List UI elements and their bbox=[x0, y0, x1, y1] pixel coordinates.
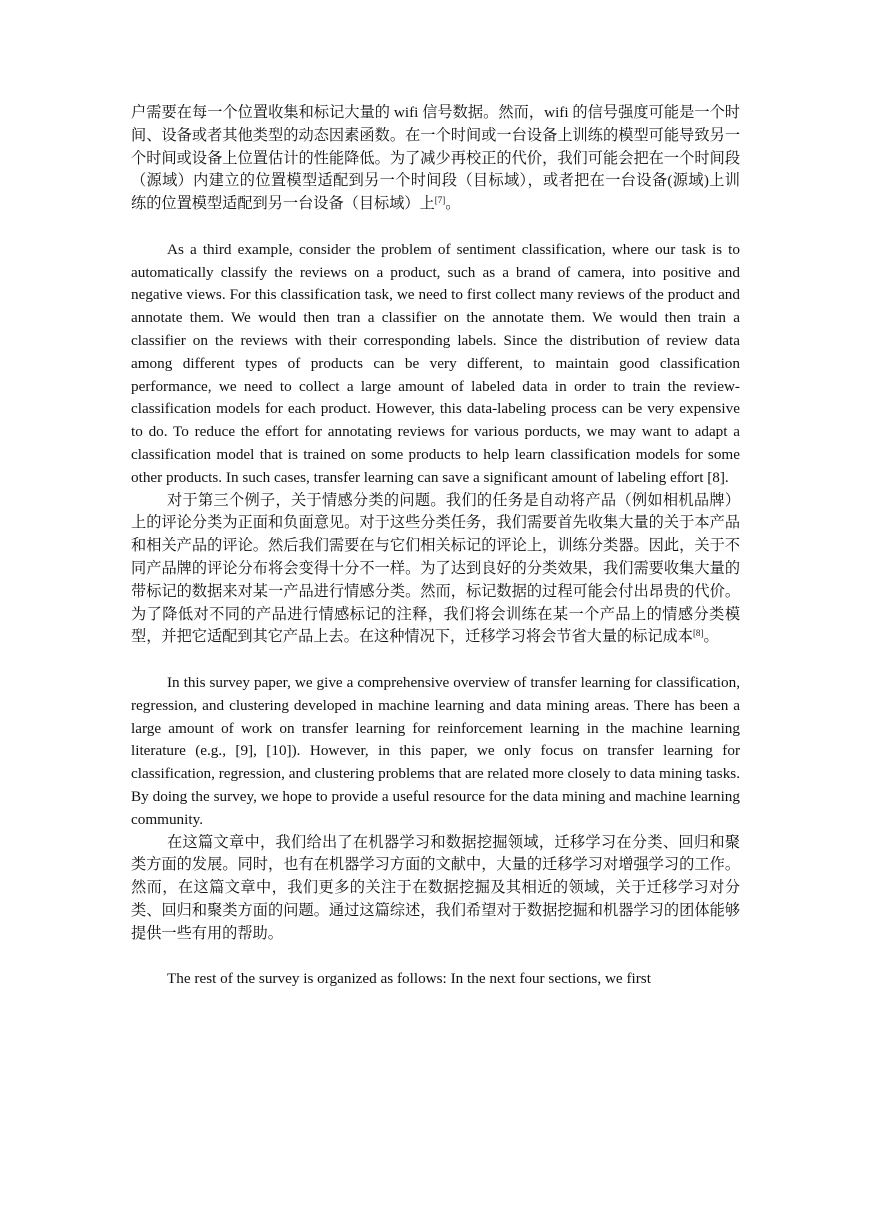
paragraph-survey-en: In this survey paper, we give a comprehensive overview of transfer learning for classification, regression, and clustering developed in machine learning and data mining areas. There has been a large amount of work on transfer learning for reinforcement learning in the machine learning literature (e.g., [9], [10]). However, in this paper, we only focus on transfer learning for classification, regression, and clustering problems that are related more closely to data mining tasks. By doing the survey, we hope to provide a useful resource for the data mining and machine learning community. bbox=[131, 673, 741, 828]
paragraph-sentiment-zh bbox=[131, 490, 740, 650]
citation-8: [8] bbox=[692, 628, 704, 639]
paragraph-text: 对于第三个例子，关于情感分类的问题。我们的任务是自动将产品（例如相机品牌）上的评论分类为正面和负面意见。对于这些分类任务，我们需要首先收集大量的关于本产品和相关产品的评论。然后我们需要在与它们相关标记的评论上，训练分类器。因此，关于不同产品牌的评论分布将会变得十分不一样。为了达到良好的分类效果，我们需要收集大量的带标记的数据来对某一产品进行情感分类。然而，标记数据的过程可能会付出昂贵的代价。为了降低对不同的产品进行情感标记的注释，我们将会训练在某一个产品上的情感分类模型，并把它适配到其它产品上去。在这种情况下，迁移学习将会节省大量的标记成本 bbox=[131, 491, 740, 646]
paragraph-text: 户需要在每一个位置收集和标记大量的 wifi 信号数据。然而，wifi 的信号强度可能是一个时间、设备或者其他类型的动态因素函数。在一个时间或一台设备上训练的模型可能导致另一个时间或设备上位置估计的性能降低。为了减少再校正的代价，我们可能会把在一个时间段（源域）内建立的位置模型适配到另一个时间段（目标域），或者把在一台设备(源域)上训练的位置模型适配到另一台设备（目标域）上 bbox=[131, 104, 740, 213]
paragraph-sentiment-en: As a third example, consider the problem of sentiment classification, where our task is to automatically classify the reviews on a product, such as a brand of camera, into positive and negative views. For this classification task, we need to first collect many reviews of the product and annotate them. We would then tran a classifier on the annotate them. We would then train a classifier on the reviews with their corresponding labels. Since the distribution of review data among different types of products can be very different, to maintain good classification performance, we need to collect a large amount of labeled data in order to train the review-classification models for each product. However, this data-labeling process can be very expensive to do. To reduce the effort for annotating reviews for various porducts, we may want to adapt a classification model that is trained on some products to help learn classification models for some other products. In such cases, transfer learning can save a significant amount of labeling effort [8]. bbox=[131, 240, 740, 486]
paragraph-tail: 。 bbox=[703, 628, 719, 646]
paragraph-wifi-zh bbox=[131, 102, 740, 216]
paragraph-rest-en: The rest of the survey is organized as follows: In the next four sections, we first bbox=[167, 970, 651, 988]
document-page bbox=[131, 102, 740, 991]
paragraph-tail: 。 bbox=[445, 195, 461, 213]
paragraph-survey-zh: 在这篇文章中，我们给出了在机器学习和数据挖掘领域，迁移学习在分类、回归和聚类方面的发展。同时，也有在机器学习方面的文献中，大量的迁移学习对增强学习的工作。然而，在这篇文章中，我们更多的关注于在数据挖掘及其相近的领域，关于迁移学习对分类、回归和聚类方面的问题。通过这篇综述，我们希望对于数据挖掘和机器学习的团体能够提供一些有用的帮助。 bbox=[131, 833, 740, 942]
citation-7: [7] bbox=[434, 195, 446, 206]
